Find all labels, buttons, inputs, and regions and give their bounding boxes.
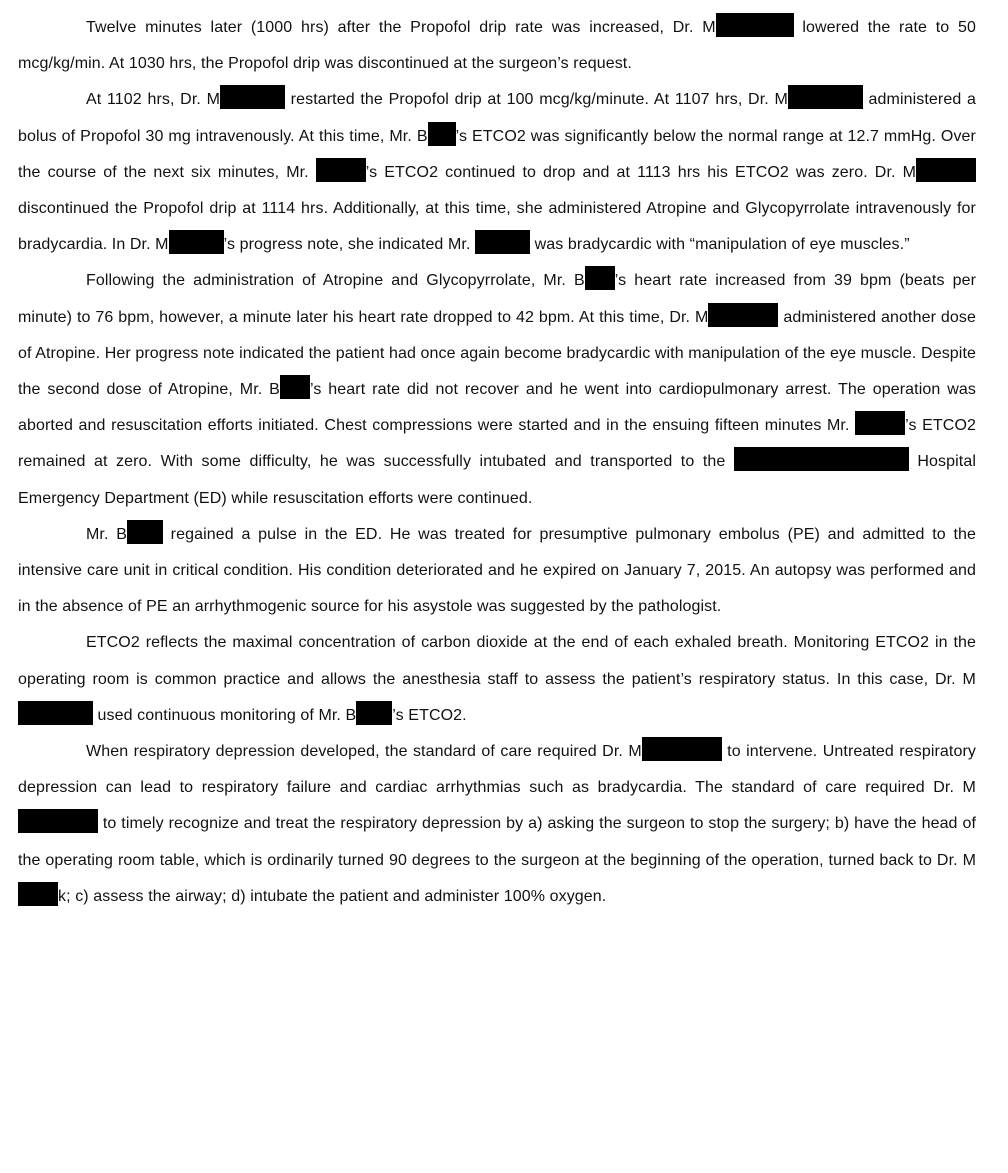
redaction-box bbox=[585, 266, 615, 290]
redaction-box bbox=[708, 303, 778, 327]
text-segment: regained a pulse in the ED. He was treated for presumptive pulmonary embolus (PE) and admitted to the intensive care unit in critical condition. His condition deteriorated and he expired on January 7, 2015. An autopsy was performed and in the absence of PE an arrhythmogenic source for his asystole was suggested by the pathologist. bbox=[18, 525, 976, 616]
paragraph-etco2-definition bbox=[18, 625, 976, 734]
text-segment: At 1102 hrs, Dr. M bbox=[86, 91, 221, 109]
paragraph-propofol-rate bbox=[18, 10, 976, 82]
text-segment: Mr. B bbox=[86, 525, 127, 543]
redaction-box bbox=[855, 411, 905, 435]
text-segment: administered another dose of Atropine. Her progress note indicated the patient had once again become bradycardic with manipulation of the eye muscle. Despite the second dose of Atropine, Mr. B bbox=[18, 308, 976, 399]
redaction-box bbox=[280, 375, 310, 399]
text-segment: ’s ETCO2 was significantly below the normal range at 12.7 mmHg. Over the course of the next six minutes, Mr. bbox=[18, 127, 976, 181]
text-segment: k; c) assess the airway; d) intubate the patient and administer 100% oxygen. bbox=[58, 887, 607, 905]
paragraph-outcome bbox=[18, 517, 976, 626]
redaction-box bbox=[316, 158, 366, 182]
redaction-box bbox=[18, 809, 98, 833]
text-segment: discontinued the Propofol drip at 1114 hrs. Additionally, at this time, she administered Atropine and Glycopyrrolate intravenously for bradycardia. In Dr. M bbox=[18, 200, 976, 254]
redaction-box bbox=[127, 520, 163, 544]
text-segment: ’s ETCO2 continued to drop and at 1113 hrs his ETCO2 was zero. Dr. M bbox=[365, 163, 916, 181]
text-segment: When respiratory depression developed, the standard of care required Dr. M bbox=[86, 743, 642, 761]
text-segment: ’s ETCO2. bbox=[392, 706, 467, 724]
text-segment: Twelve minutes later (1000 hrs) after the Propofol drip rate was increased, Dr. M bbox=[86, 19, 716, 36]
redaction-box bbox=[18, 701, 93, 725]
redaction-box bbox=[788, 85, 863, 109]
redaction-box bbox=[428, 122, 456, 146]
redaction-box bbox=[716, 13, 794, 37]
redaction-box bbox=[356, 701, 392, 725]
redaction-box bbox=[169, 230, 224, 254]
redaction-box bbox=[642, 737, 722, 761]
redaction-box bbox=[734, 447, 909, 471]
paragraph-propofol-restart bbox=[18, 82, 976, 263]
redaction-box bbox=[220, 85, 285, 109]
text-segment: restarted the Propofol drip at 100 mcg/kg/minute. At 1107 hrs, Dr. M bbox=[285, 91, 788, 109]
text-segment: ’s progress note, she indicated Mr. bbox=[223, 236, 476, 254]
redaction-box bbox=[18, 882, 58, 906]
redaction-box bbox=[916, 158, 976, 182]
text-segment: used continuous monitoring of Mr. B bbox=[93, 706, 357, 724]
text-segment: Following the administration of Atropine and Glycopyrrolate, Mr. B bbox=[86, 272, 585, 290]
text-segment: to timely recognize and treat the respiratory depression by a) asking the surgeon to stop the surgery; b) have the head of the operating room table, which is ordinarily turned 90 degrees to the surgeon at the beginning of the operation, turned back to Dr. M bbox=[18, 815, 976, 869]
text-segment: to intervene. Untreated respiratory depression can lead to respiratory failure and cardiac arrhythmias such as bradycardia. The standard of care required Dr. M bbox=[18, 743, 976, 797]
paragraph-atropine-arrest bbox=[18, 263, 976, 516]
text-segment: lowered the rate to 50 mcg/kg/min. At 1030 hrs, the Propofol drip was discontinued at the surgeon’s request. bbox=[18, 19, 976, 73]
text-segment: ’s heart rate did not recover and he went into cardiopulmonary arrest. The operation was aborted and resuscitation efforts initiated. Chest compressions were started and in the ensuing fifteen minutes Mr. bbox=[18, 381, 976, 435]
text-segment: Hospital Emergency Department (ED) while resuscitation efforts were continued. bbox=[18, 453, 976, 507]
paragraph-standard-of-care bbox=[18, 734, 976, 915]
text-segment: was bradycardic with “manipulation of eye muscles.” bbox=[530, 236, 910, 254]
redaction-box bbox=[475, 230, 530, 254]
text-segment: administered a bolus of Propofol 30 mg intravenously. At this time, Mr. B bbox=[18, 91, 977, 145]
text-segment: ’s ETCO2 remained at zero. With some difficulty, he was successfully intubated and transported to the bbox=[18, 417, 976, 471]
document-page bbox=[18, 10, 976, 915]
text-segment: ETCO2 reflects the maximal concentration of carbon dioxide at the end of each exhaled breath. Monitoring ETCO2 in the operating room is common practice and allows the anesthesia staff to assess the patient’s respiratory status. In this case, Dr. M bbox=[18, 634, 976, 688]
text-segment: ’s heart rate increased from 39 bpm (beats per minute) to 76 bpm, however, a minute later his heart rate dropped to 42 bpm. At this time, Dr. M bbox=[18, 272, 976, 326]
